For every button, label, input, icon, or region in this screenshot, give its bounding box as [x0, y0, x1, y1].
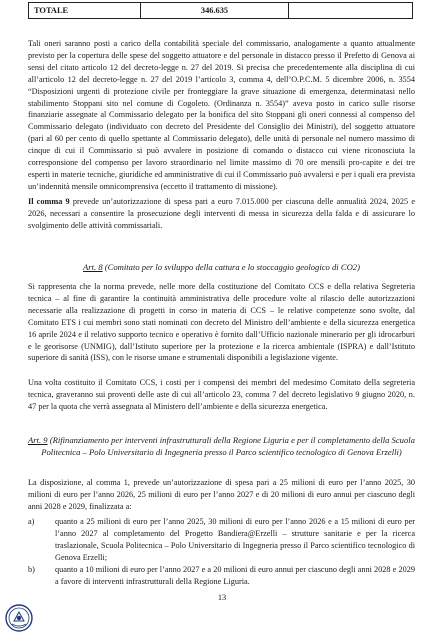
paragraph-comma-9 — [28, 196, 415, 232]
total-value: 346.635 — [141, 3, 289, 19]
art-9-title: (Rifinanziamento per interventi infrastrutturali della Regione Liguria e per il completamento della Scuola Politecnica – Polo Universitario di Ingegneria presso il Parco scientifico tecnologico di Genova Erzelli) — [41, 435, 415, 457]
list-item-text: quanto a 25 milioni di euro per l’anno 2025, 30 milioni di euro per l’anno 2026 e a 15 milioni di euro per l’anno 2027 al completamento del Progetto Bandiera@Erzelli – strutture sanitarie e per la ricerca traslazionale, Scuola Politecnica – Polo Universitario di Ingegneria presso il Parco scientifico tecnologico di Genova Erzelli; — [55, 517, 415, 562]
paragraph-ccs: Si rappresenta che la norma prevede, nelle more della costituzione del Comitato CCS e della relativa Segreteria tecnica – al fine di garantire la continuità amministrativa delle procedure volte al rilascio delle autorizzazioni necessarie alla realizzazione di progetti in corso in materia di CCS – le relative competenze sono svolte, dal Comitato ETS i cui membri sono stati nominati con decreto del Ministro dell’ambiente e della sicurezza energetica 16 aprile 2024 e il relativo supporto tecnico e operativo è fornito dall’Ufficio nazionale minerario per gli idrocarburi e le georisorse (UNMIG), dall’Istituto superiore per la protezione e la ricerca ambientale (ISPRA) e dall’Istituto superiore di sanità (ISS), con le risorse umane e strumentali disponibili a legislazione vigente. — [28, 282, 415, 363]
art-8-label: Art. 8 — [83, 262, 103, 272]
list-item-text: quanto a 10 milioni di euro per l’anno 2027 e a 20 milioni di euro annui per ciascuno degli anni 2028 e 2029 a favore di interventi infrastrutturali della Regione Liguria. — [55, 564, 415, 586]
list-item — [28, 516, 415, 564]
empty-cell — [289, 3, 413, 19]
total-table — [28, 2, 413, 19]
art-9-label: Art. 9 — [28, 435, 48, 445]
table-row — [29, 3, 413, 19]
list-item — [28, 564, 415, 588]
list-marker: a) — [28, 517, 35, 526]
heading-art-8 — [28, 262, 415, 274]
paragraph-comitato-costituito: Una volta costituito il Comitato CCS, i costi per i compensi dei membri del medesimo Comitato della segreteria tecnica, graveranno sui proventi delle aste di cui all’articolo 23, comma 7 del decreto legislativo 9 giugno 2020, n. 47 per la quota che verrà assegnata al Ministero dell’ambiente e della sicurezza energetica. — [28, 378, 415, 411]
paragraph-oneri: Tali oneri saranno posti a carico della contabilità speciale del commissario, analogamente a quanto attualmente previsto per la copertura delle spese del soggetto attuatore e del personale in distacco presso il Prefetto di Genova ai sensi del citato articolo 12 del decreto-legge n. 27 del 2019. Si precisa che precedentemente alla disciplina di cui all’articolo 12 del decreto-legge n. 27 del 2019 l’articolo 3, comma 4, dell’O.P.C.M. 5 dicembre 2006, n. 3554 “Disposizioni urgenti di protezione civile per fronteggiare la grave situazione di emergenza, determinatasi nello stabilimento Stoppani sito nel comune di Cogoleto. (Ordinanza n. 3554)” aveva posto in carico sulle risorse finanziarie assegnate al Commissario delegato per la bonifica del sito Stoppani gli oneri connessi al compenso del Commissario delegato (individuato con decreto del Presidente del Consiglio dei Ministri), del soggetto attuatore (pari al 60 per cento di quello spettante al Commissario delegato), delle unità di personale nel numero massimo di cinque di cui il Commissario si può avvalere in posizione di comando o distacco cui viene riconosciuta la corresponsione del compenso per lavoro straordinario nel limite massimo di 70 ore mensili pro-capite e dei tre esperti in materie tecniche, giuridiche ed amministrative di cui il Commissario può avvalersi e per i quali era prevista un’indennità mensile omnicomprensiva (eccetto il trattamento di missione). — [28, 39, 415, 191]
heading-art-9 — [28, 435, 415, 459]
comma-9-text: prevede un’autorizzazione di spesa pari a euro 7.015.000 per ciascuna delle annualità 2024, 2025 e 2026, necessari a consentire la prosecuzione degli interventi di messa in sicurezza della falda e di assicurare lo svolgimento delle attività commissariali. — [28, 197, 415, 230]
page-number: 13 — [217, 593, 227, 602]
art-8-title: (Comitato per lo sviluppo della cattura e lo stoccaggio geologico di CO2) — [102, 262, 360, 272]
funding-list — [28, 516, 415, 587]
total-label: TOTALE — [29, 3, 141, 19]
paragraph-disposizione: La disposizione, al comma 1, prevede un’autorizzazione di spesa pari a 25 milioni di euro per l’anno 2025, 30 milioni di euro per l’anno 2026, 25 milioni di euro per l’anno 2027 e di 20 milioni di euro annui per ciascuno degli anni 2028 e 2029, finalizzata a: — [28, 478, 415, 511]
list-marker: b) — [28, 564, 35, 574]
comma-9-label: Il comma 9 — [28, 197, 70, 206]
ragioneria-seal-icon — [5, 604, 33, 632]
